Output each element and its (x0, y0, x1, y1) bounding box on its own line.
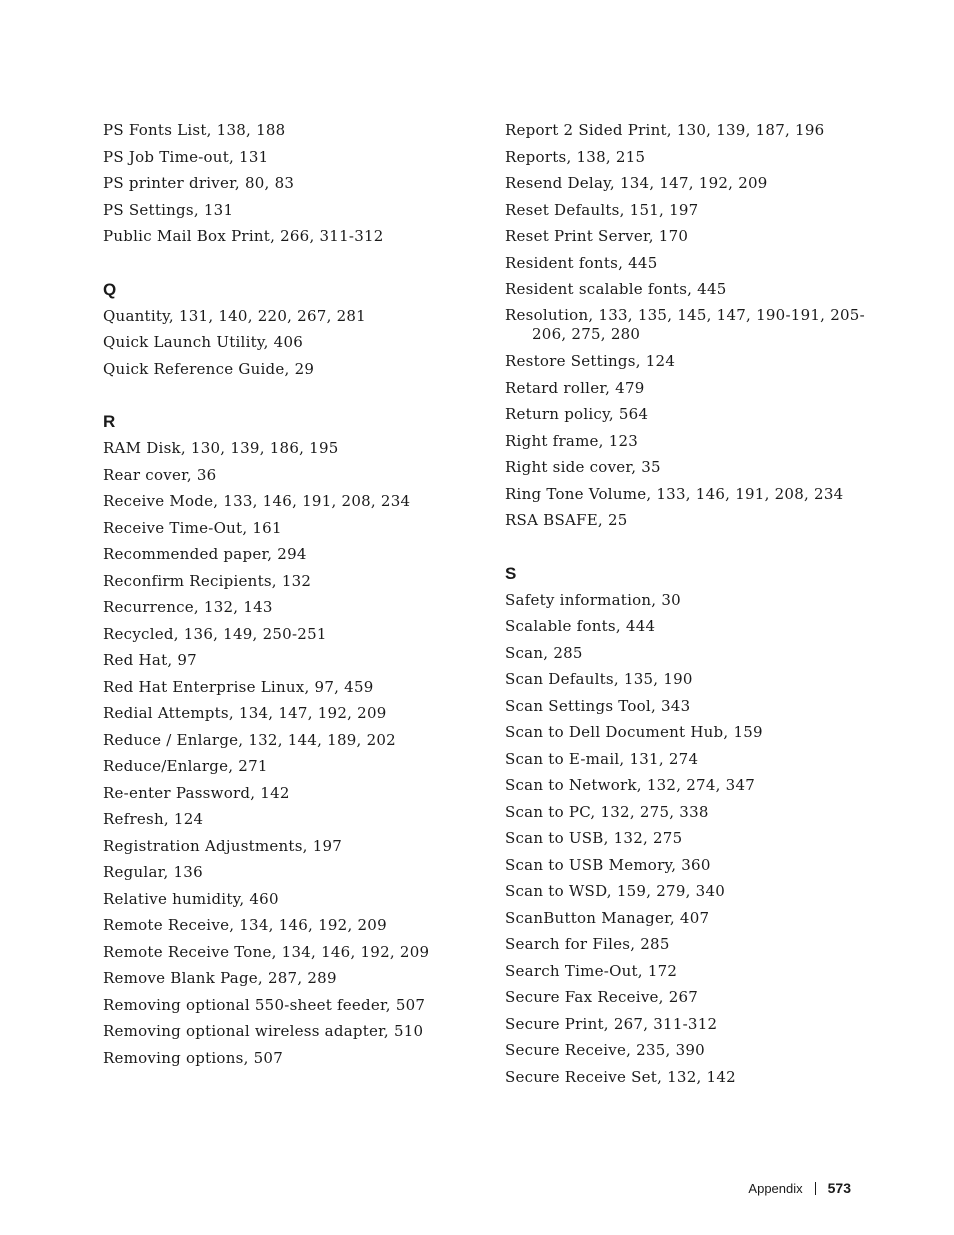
index-entry: PS printer driver, 80, 83 (103, 174, 295, 192)
index-entry: Remove Blank Page, 287, 289 (103, 969, 337, 987)
index-entry: Reconfirm Recipients, 132 (103, 571, 312, 590)
index-entry: PS Settings, 131 (103, 200, 234, 219)
index-group-s (505, 587, 865, 1091)
index-letter-heading-s: S (505, 563, 517, 583)
index-entry: Red Hat Enterprise Linux, 97, 459 (103, 677, 374, 696)
index-entry: Right frame, 123 (505, 431, 639, 450)
index-entry: Scan to WSD, 159, 279, 340 (505, 882, 726, 900)
index-entry: Scan to USB Memory, 360 (505, 855, 711, 874)
index-entry: Ring Tone Volume, 133, 146, 191, 208, 234 (505, 484, 844, 503)
index-entry: Scan to USB, 132, 275 (505, 829, 683, 847)
index-entry: Recurrence, 132, 143 (103, 598, 273, 616)
index-letter-heading-r: R (103, 412, 116, 431)
index-entry: Restore Settings, 124 (505, 352, 676, 370)
index-entry: Removing options, 507 (103, 1048, 283, 1067)
index-entry: PS Job Time-out, 131 (103, 147, 269, 166)
index-entry: Quick Reference Guide, 29 (103, 359, 315, 378)
index-entry: Public Mail Box Print, 266, 311-312 (103, 227, 384, 245)
index-entry: Regular, 136 (103, 863, 203, 881)
index-entry: Removing optional wireless adapter, 510 (103, 1022, 424, 1040)
index-letter-heading-q: Q (103, 279, 117, 299)
index-entry: Scan to E-mail, 131, 274 (505, 749, 699, 768)
footer-section-label: Appendix (748, 1180, 803, 1196)
index-group-r-continued (505, 117, 865, 534)
index-entry: Quantity, 131, 140, 220, 267, 281 (103, 306, 366, 325)
index-group-p-continued (103, 117, 473, 250)
index-entry: Re-enter Password, 142 (103, 783, 290, 802)
index-entry: Registration Adjustments, 197 (103, 836, 343, 855)
index-entry: Recommended paper, 294 (103, 545, 307, 563)
index-entry: Search Time-Out, 172 (505, 961, 678, 980)
index-entry: PS Fonts List, 138, 188 (103, 121, 286, 139)
index-entry: Scan to Dell Document Hub, 159 (505, 723, 763, 741)
index-entry: Secure Print, 267, 311-312 (505, 1014, 718, 1033)
index-entry: Red Hat, 97 (103, 651, 197, 669)
index-entry: Return policy, 564 (505, 405, 649, 423)
index-entry: Reset Print Server, 170 (505, 227, 689, 245)
index-entry: Reset Defaults, 151, 197 (505, 200, 699, 219)
index-entry: Remote Receive Tone, 134, 146, 192, 209 (103, 942, 430, 961)
index-entry: Redial Attempts, 134, 147, 192, 209 (103, 704, 387, 722)
index-entry: RSA BSAFE, 25 (505, 511, 628, 529)
index-group-r (103, 435, 473, 1071)
index-entry: Search for Files, 285 (505, 935, 670, 953)
index-entry: Secure Fax Receive, 267 (505, 988, 699, 1006)
index-entry: Rear cover, 36 (103, 465, 217, 484)
index-entry: Receive Mode, 133, 146, 191, 208, 234 (103, 492, 411, 510)
index-entry: ScanButton Manager, 407 (505, 908, 710, 927)
index-entry: Resend Delay, 134, 147, 192, 209 (505, 174, 768, 192)
index-entry: RAM Disk, 130, 139, 186, 195 (103, 439, 339, 457)
page-footer (748, 1180, 851, 1196)
section-spacer (505, 534, 865, 558)
section-spacer (103, 382, 473, 406)
index-entry: Retard roller, 479 (505, 378, 645, 397)
index-entry: Resolution, 133, 135, 145, 147, 190-191, 205-206, 275, 280 (505, 306, 865, 343)
index-entry: Remote Receive, 134, 146, 192, 209 (103, 916, 387, 934)
index-entry: Recycled, 136, 149, 250-251 (103, 624, 327, 643)
index-entry: Resident scalable fonts, 445 (505, 280, 727, 298)
index-entry: Secure Receive, 235, 390 (505, 1041, 705, 1059)
index-entry: Safety information, 30 (505, 590, 681, 609)
index-entry: Secure Receive Set, 132, 142 (505, 1067, 736, 1086)
page-number: 573 (827, 1180, 851, 1196)
index-entry: Scan to PC, 132, 275, 338 (505, 802, 709, 821)
index-entry: Receive Time-Out, 161 (103, 518, 282, 537)
index-entry: Scan to Network, 132, 274, 347 (505, 776, 756, 794)
index-entry: Right side cover, 35 (505, 458, 661, 476)
section-spacer (103, 250, 473, 274)
index-entry: Scan Settings Tool, 343 (505, 696, 691, 715)
index-entry: Scalable fonts, 444 (505, 617, 656, 635)
index-entry: Reduce/Enlarge, 271 (103, 757, 268, 775)
index-entry: Removing optional 550-sheet feeder, 507 (103, 995, 426, 1014)
index-entry: Refresh, 124 (103, 810, 204, 828)
index-column-left (103, 117, 473, 1071)
index-column-right (505, 117, 865, 1090)
index-entry: Quick Launch Utility, 406 (103, 333, 304, 351)
index-entry: Scan, 285 (505, 643, 583, 662)
index-entry: Relative humidity, 460 (103, 889, 279, 908)
index-entry: Report 2 Sided Print, 130, 139, 187, 196 (505, 121, 825, 139)
index-entry: Scan Defaults, 135, 190 (505, 670, 693, 688)
index-group-q (103, 303, 473, 383)
index-entry: Reports, 138, 215 (505, 147, 646, 166)
index-entry: Resident fonts, 445 (505, 253, 658, 272)
footer-divider (815, 1182, 816, 1195)
index-entry: Reduce / Enlarge, 132, 144, 189, 202 (103, 730, 396, 749)
